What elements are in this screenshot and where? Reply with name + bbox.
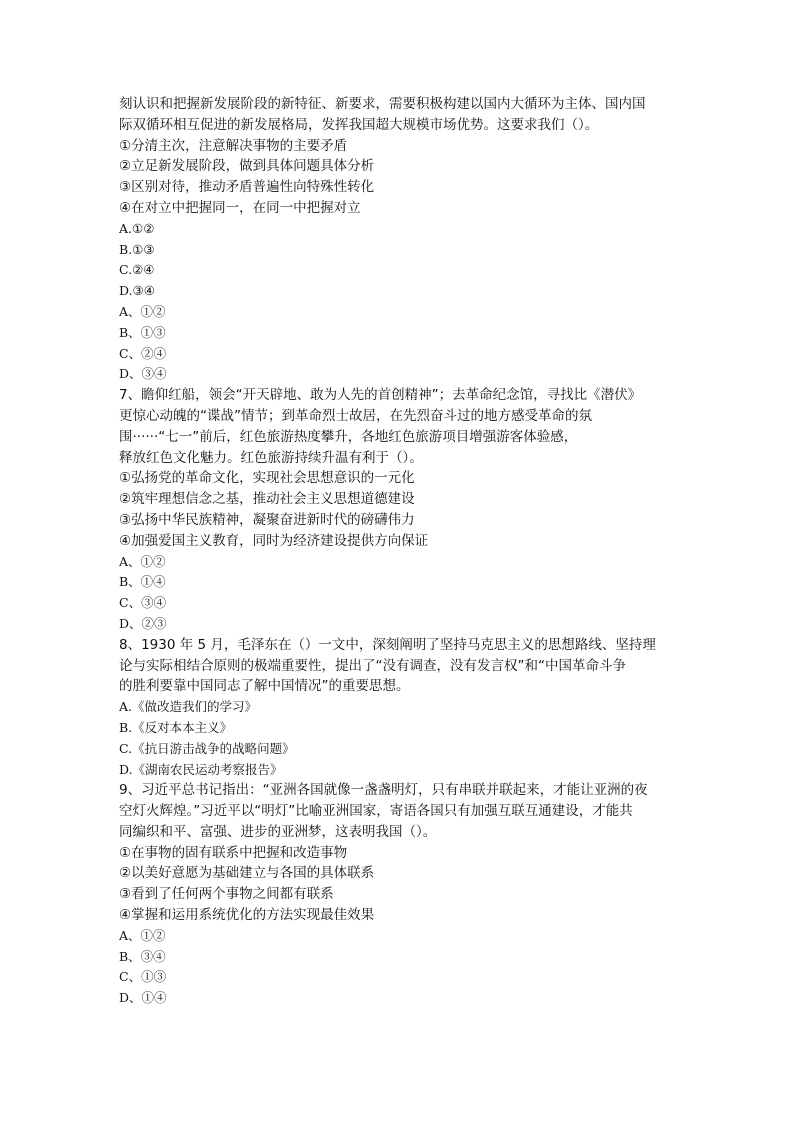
question-8-stem-line: 8、1930 年 5 月，毛泽东在（）一文中，深刻阐明了坚持马克思主义的思想路线、坚持理 [119, 636, 656, 653]
question-7-option-c: C、③④ [119, 595, 167, 611]
question-7-option-a: A、①② [119, 553, 166, 569]
question-8-option-a: A.《做改造我们的学习》 [119, 699, 258, 715]
question-7-option-d: D、②③ [119, 615, 167, 631]
question-6-option-d: D.③④ [119, 283, 155, 299]
question-6-statement: ②立足新发展阶段，做到具体问题具体分析 [119, 158, 375, 175]
question-9-statement: ③看到了任何两个事物之间都有联系 [119, 886, 334, 903]
question-6-statement: ③区别对待，推动矛盾普遍性向特殊性转化 [119, 179, 375, 196]
question-8-option-b: B.《反对本本主义》 [119, 719, 233, 735]
question-7-statement: ①弘扬党的革命文化，实现社会思想意识的一元化 [119, 470, 415, 487]
question-9-option-a: A、①② [119, 927, 166, 943]
question-9-stem-line: 9、习近平总书记指出：“亚洲各国就像一盏盏明灯，只有串联并联起来，才能让亚洲的夜 [119, 782, 648, 799]
question-6-option-a: A.①② [119, 220, 155, 236]
question-7-statement: ④加强爱国主义教育，同时为经济建设提供方向保证 [119, 532, 429, 549]
question-6-statement: ④在对立中把握同一，在同一中把握对立 [119, 199, 361, 216]
question-6-option-a-alt: A、①② [119, 303, 166, 319]
question-7-stem-line: 更惊心动魄的“谍战”情节；到革命烈士故居，在先烈奋斗过的地方感受革命的氛 [119, 407, 592, 424]
question-6 [119, 94, 679, 385]
question-8 [119, 635, 679, 781]
question-9-stem-line: 空灯火辉煌。”习近平以“明灯”比喻亚洲国家，寄语各国只有加强互联互通建设，才能共 [119, 803, 633, 820]
question-8-option-d: D.《湖南农民运动考察报告》 [119, 761, 283, 777]
question-7-stem-line: 释放红色文化魅力。红色旅游持续升温有利于（）。 [119, 449, 423, 466]
question-7-stem-line: 7、瞻仰红船，领会“开天辟地、敢为人先的首创精神”；去革命纪念馆，寻找比《潜伏》 [119, 387, 642, 404]
question-9-statement: ④掌握和运用系统优化的方法实现最佳效果 [119, 907, 375, 924]
question-9-stem-line: 同编织和平、富强、进步的亚洲梦，这表明我国（）。 [119, 823, 437, 840]
question-6-option-d-alt: D、③④ [119, 366, 167, 382]
question-9-option-d: D、①④ [119, 990, 167, 1006]
question-9-option-b: B、③④ [119, 948, 166, 964]
question-7-statement: ②筑牢理想信念之基，推动社会主义思想道德建设 [119, 491, 415, 508]
question-6-option-c-alt: C、②④ [119, 345, 167, 361]
question-7 [119, 385, 679, 635]
question-6-option-b: B.①③ [119, 241, 155, 257]
question-6-stem-line: 刻认识和把握新发展阶段的新特征、新要求，需要积极构建以国内大循环为主体、国内国 [119, 96, 646, 112]
question-8-option-c: C.《抗日游击战争的战略问题》 [119, 740, 295, 756]
question-6-stem-line: 际双循环相互促进的新发展格局，发挥我国超大规模市场优势。这要求我们（）。 [119, 116, 599, 133]
question-7-statement: ③弘扬中华民族精神，凝聚奋进新时代的磅礴伟力 [119, 511, 415, 528]
question-6-option-c: C.②④ [119, 262, 155, 278]
question-7-stem-line: 围······“七一”前后，红色旅游热度攀升，各地红色旅游项目增强游客体验感， [119, 428, 578, 445]
question-6-option-b-alt: B、①③ [119, 324, 166, 340]
question-8-stem-line: 的胜利要靠中国同志了解中国情况”的重要思想。 [119, 678, 410, 695]
question-8-stem-line: 论与实际相结合原则的极端重要性，提出了“没有调查，没有发言权”和“中国革命斗争 [119, 657, 626, 674]
question-9-statement: ②以美好意愿为基础建立与各国的具体联系 [119, 865, 375, 882]
question-7-option-b: B、①④ [119, 574, 166, 590]
exam-page [119, 94, 679, 1009]
question-9 [119, 780, 679, 1009]
question-9-statement: ①在事物的固有联系中把握和改造事物 [119, 844, 348, 861]
question-6-statement: ①分清主次，注意解决事物的主要矛盾 [119, 137, 348, 154]
question-9-option-c: C、①③ [119, 969, 167, 985]
